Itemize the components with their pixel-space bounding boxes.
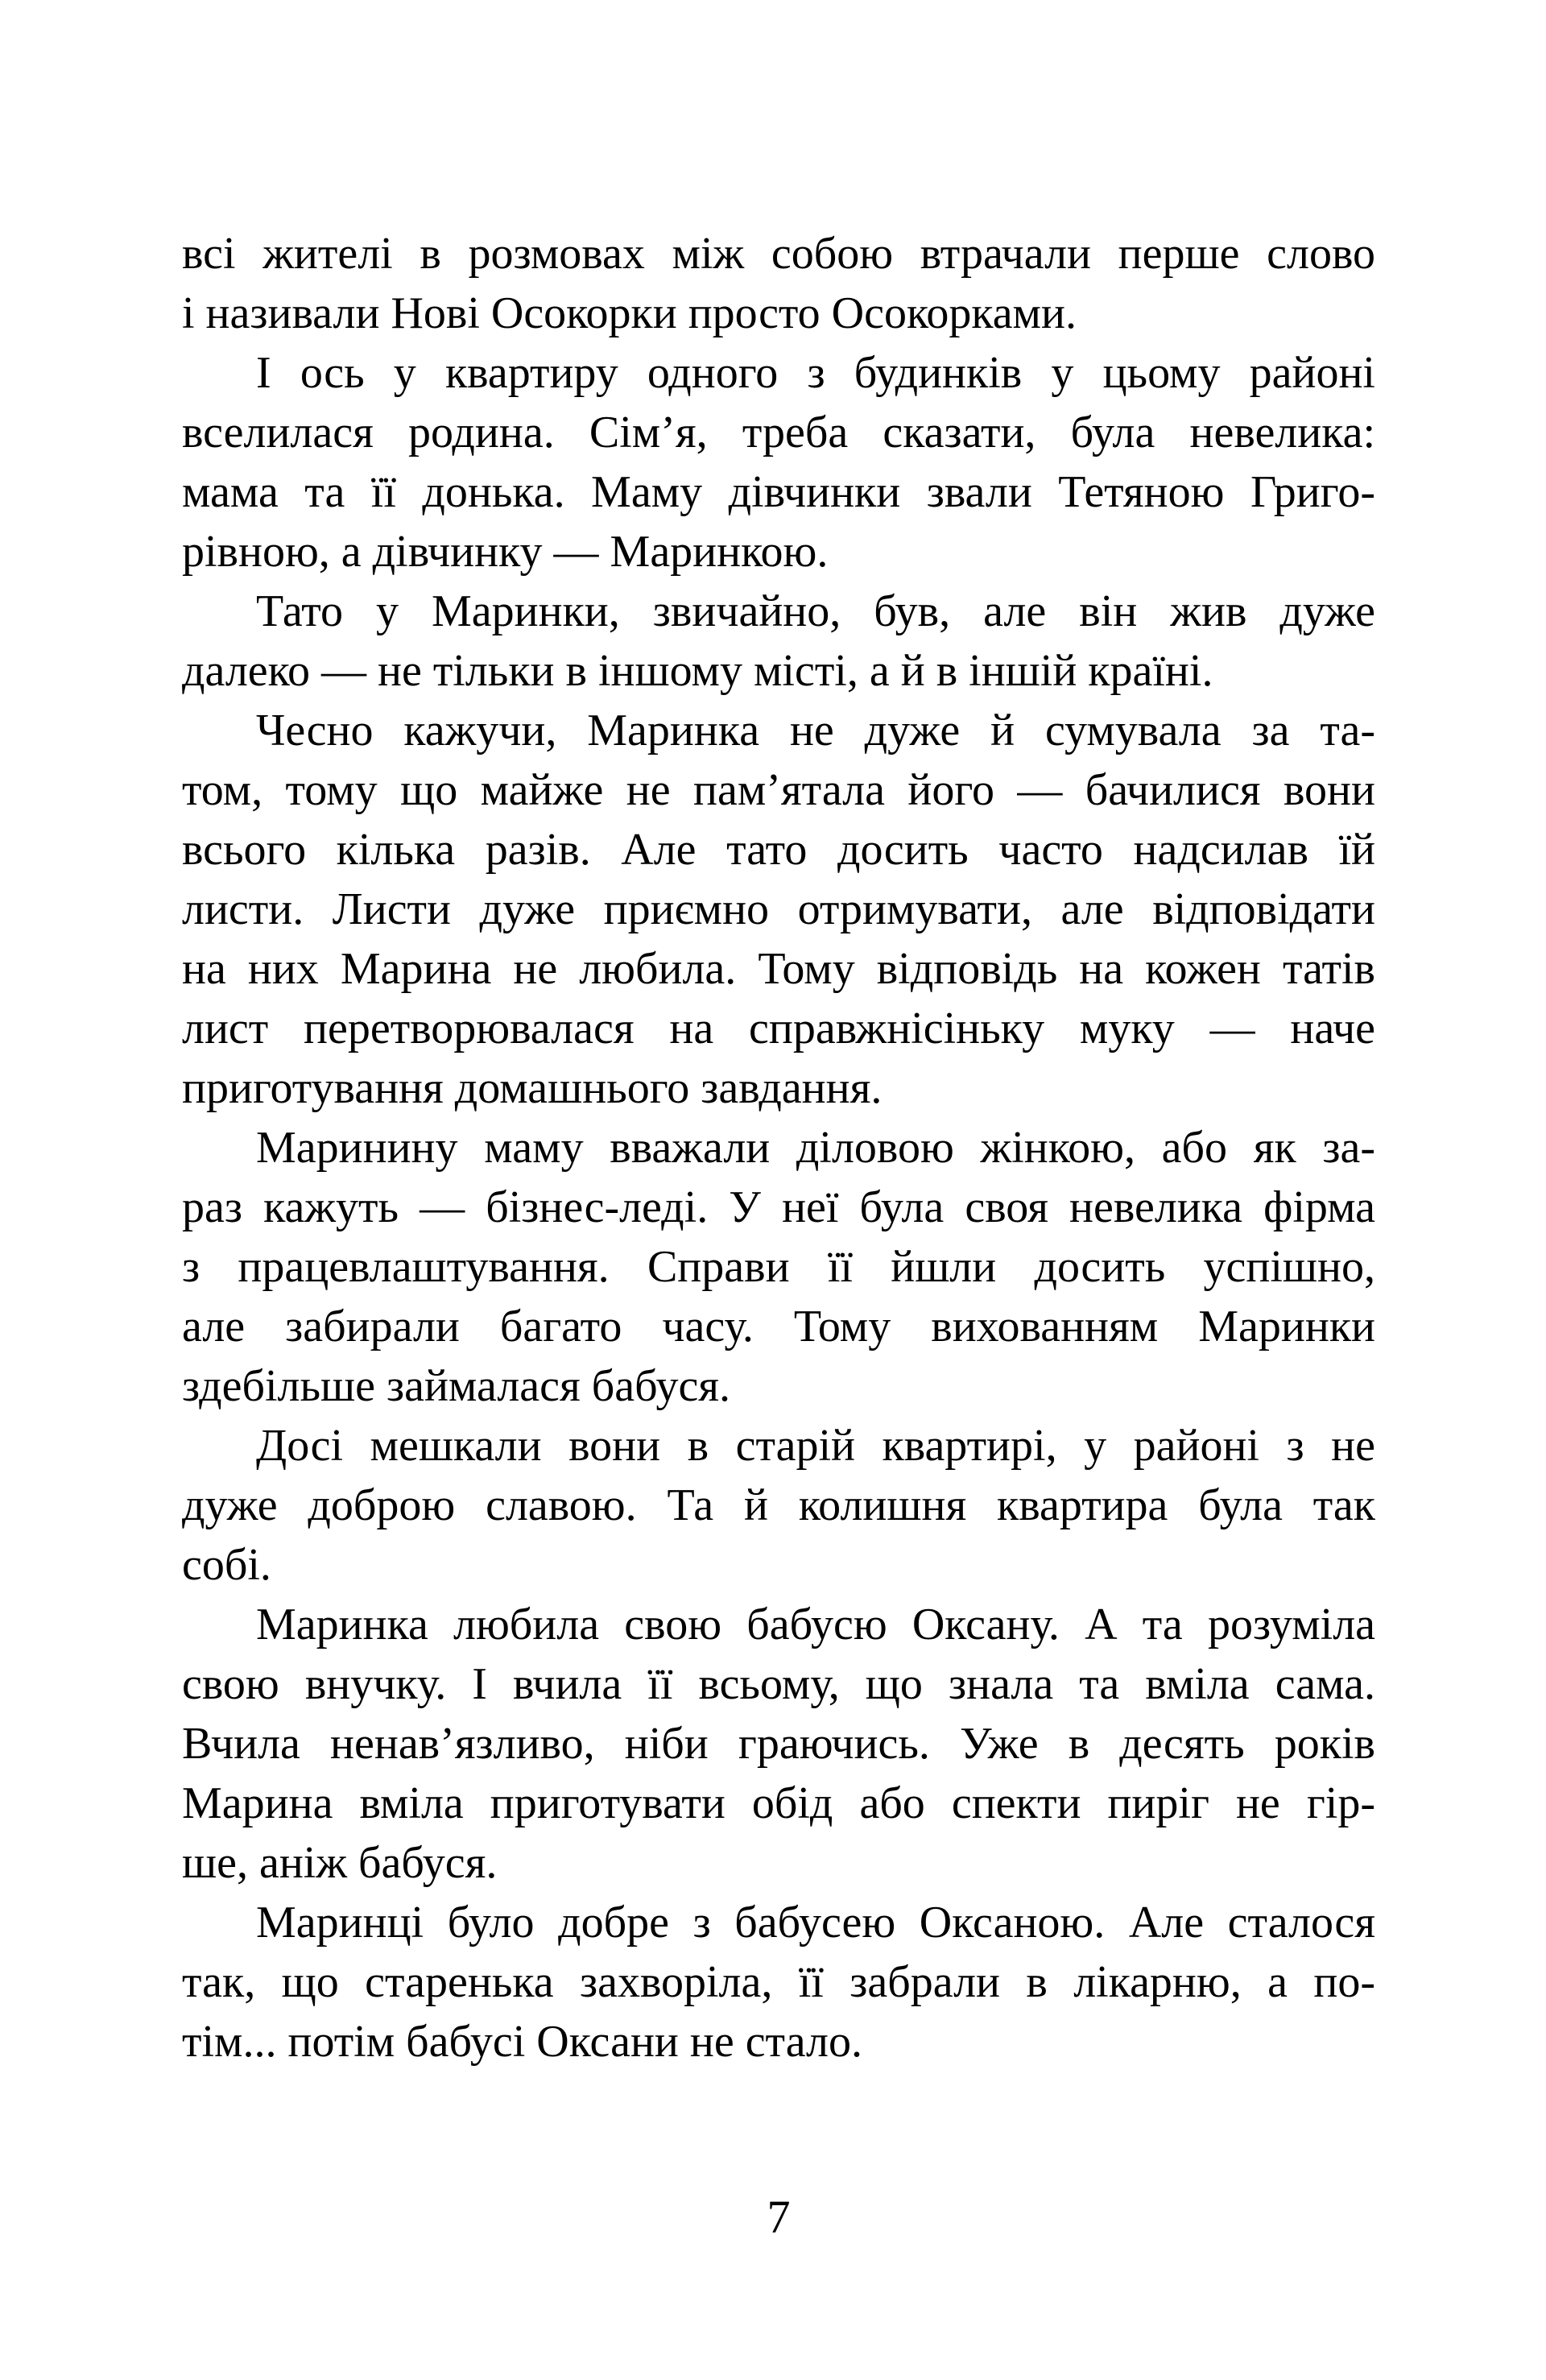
- paragraph: [182, 1893, 1375, 2072]
- text-line: так, що старенька захворіла, її забрали в лікарню, а по-: [182, 1957, 1375, 2007]
- text-line: приготування домашнього завдання.: [182, 1063, 883, 1113]
- page-number: 7: [767, 2191, 791, 2243]
- text-line: рівною, а дівчинку — Маринкою.: [182, 527, 829, 577]
- text-line: том, тому що майже не пам’ятала його — бачилися вони: [182, 765, 1375, 815]
- paragraph: [182, 1595, 1375, 1893]
- text-line: І ось у квартиру одного з будинків у цьому районі: [256, 348, 1375, 398]
- paragraph: [182, 1416, 1375, 1595]
- text-line: на них Марина не любила. Тому відповідь на кожен татів: [182, 944, 1375, 994]
- text-line: Маринці було добре з бабусею Оксаною. Але сталося: [256, 1898, 1375, 1947]
- text-line: далеко — не тільки в іншому місті, а й в іншій країні.: [182, 646, 1213, 696]
- page-text: [182, 224, 1375, 2072]
- paragraph: [182, 582, 1375, 701]
- text-line: всього кілька разів. Але тато досить часто надсилав їй: [182, 825, 1375, 875]
- text-line: лист перетворювалася на справжнісіньку муку — наче: [182, 1004, 1375, 1053]
- paragraph: [182, 343, 1375, 582]
- text-line: всі жителі в розмовах між собою втрачали перше слово: [182, 229, 1375, 279]
- text-line: мама та її донька. Маму дівчинки звали Тетяною Григо-: [182, 467, 1375, 517]
- paragraph: [182, 701, 1375, 1118]
- paragraph: [182, 1118, 1375, 1416]
- text-line: Маринину маму вважали діловою жінкою, або як за-: [256, 1123, 1375, 1173]
- text-line: Досі мешкали вони в старій квартирі, у районі з не: [256, 1421, 1375, 1471]
- text-line: з працевлаштування. Справи її йшли досить успішно,: [182, 1242, 1375, 1292]
- text-line: але забирали багато часу. Тому вихованням Маринки: [182, 1302, 1375, 1351]
- text-line: дуже доброю славою. Та й колишня квартира була так: [182, 1480, 1375, 1530]
- text-line: Марина вміла приготувати обід або спекти пиріг не гір-: [182, 1778, 1375, 1828]
- text-line: ше, аніж бабуся.: [182, 1838, 498, 1888]
- text-line: Тато у Маринки, звичайно, був, але він жив дуже: [256, 586, 1375, 636]
- text-line: собі.: [182, 1540, 271, 1590]
- text-line: вселилася родина. Сім’я, треба сказати, була невелика:: [182, 408, 1375, 457]
- text-line: тім... потім бабусі Оксани не стало.: [182, 2017, 863, 2067]
- text-line: Чесно кажучи, Маринка не дуже й сумувала за та-: [256, 706, 1375, 755]
- text-line: Маринка любила свою бабусю Оксану. А та розуміла: [256, 1600, 1375, 1649]
- text-line: свою внучку. І вчила її всьому, що знала та вміла сама.: [182, 1659, 1375, 1709]
- text-line: листи. Листи дуже приємно отримувати, але відповідати: [182, 884, 1375, 934]
- text-line: і називали Нові Осокорки просто Осокорками.: [182, 288, 1077, 338]
- text-line: здебільше займалася бабуся.: [182, 1361, 731, 1411]
- text-line: раз кажуть — бізнес-леді. У неї була своя невелика фірма: [182, 1182, 1375, 1232]
- text-line: Вчила ненав’язливо, ніби граючись. Уже в десять років: [182, 1719, 1375, 1769]
- paragraph: [182, 224, 1375, 343]
